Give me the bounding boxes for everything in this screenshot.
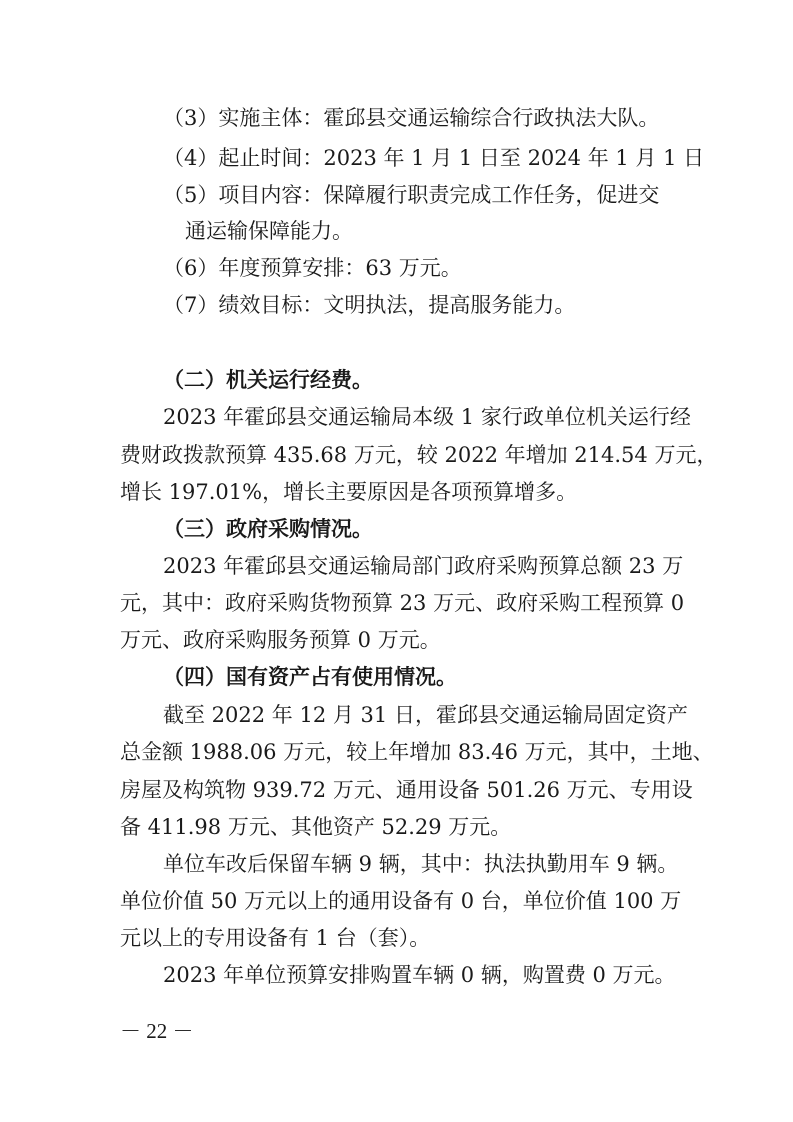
section-heading-state-assets: （四）国有资产占有使用情况。 [163, 665, 457, 689]
paragraph-line: 增长 197.01%，增长主要原因是各项预算增多。 [120, 480, 578, 504]
paragraph-line: 2023 年霍邱县交通运输局部门政府采购预算总额 23 万 [163, 554, 684, 578]
item-5-line-2: 通运输保障能力。 [185, 219, 353, 243]
paragraph-line: 元以上的专用设备有 1 台（套）。 [120, 926, 431, 950]
paragraph-line: 2023 年霍邱县交通运输局本级 1 家行政单位机关运行经 [163, 405, 691, 429]
paragraph-line: 费财政拨款预算 435.68 万元，较 2022 年增加 214.54 万元， [120, 443, 718, 467]
paragraph-line: 元，其中：政府采购货物预算 23 万元、政府采购工程预算 0 [120, 591, 685, 615]
paragraph-line: 总金额 1988.06 万元，较上年增加 83.46 万元，其中，土地、 [120, 740, 714, 764]
paragraph-line: 截至 2022 年 12 月 31 日，霍邱县交通运输局固定资产 [163, 703, 688, 727]
item-6: （6）年度预算安排：63 万元。 [163, 256, 462, 280]
paragraph-line: 单位车改后保留车辆 9 辆，其中：执法执勤用车 9 辆。 [163, 852, 679, 876]
paragraph-line: 备 411.98 万元、其他资产 52.29 万元。 [120, 815, 512, 839]
paragraph-line: 万元、政府采购服务预算 0 万元。 [120, 628, 441, 652]
paragraph-line: 2023 年单位预算安排购置车辆 0 辆，购置费 0 万元。 [163, 963, 676, 987]
section-heading-procurement: （三）政府采购情况。 [163, 517, 373, 541]
item-7: （7）绩效目标：文明执法，提高服务能力。 [163, 293, 576, 317]
paragraph-line: 单位价值 50 万元以上的通用设备有 0 台，单位价值 100 万 [120, 889, 682, 913]
page-number: － 22 － [120, 1019, 194, 1043]
paragraph-line: 房屋及构筑物 939.72 万元、通用设备 501.26 万元、专用设 [120, 778, 693, 802]
item-3: （3）实施主体：霍邱县交通运输综合行政执法大队。 [163, 106, 660, 130]
section-heading-operating-costs: （二）机关运行经费。 [163, 368, 373, 392]
item-5-line-1: （5）项目内容：保障履行职责完成工作任务，促进交 [163, 183, 660, 207]
item-4: （4）起止时间：2023 年 1 月 1 日至 2024 年 1 月 1 日 [163, 146, 705, 170]
